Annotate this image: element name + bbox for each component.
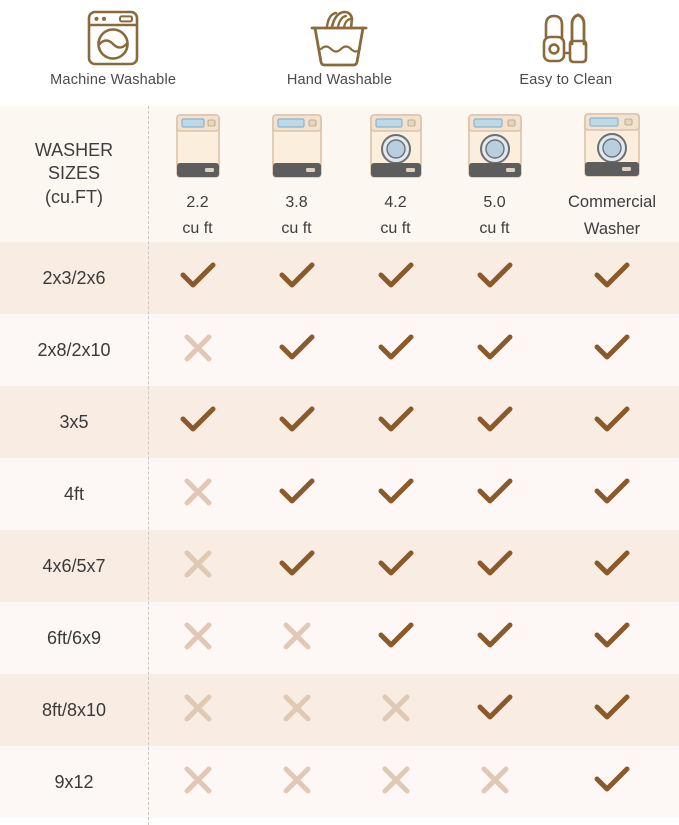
check-icon [378, 550, 414, 578]
check-icon [594, 550, 630, 578]
column-header-commercial [544, 106, 679, 242]
cell-8ft-8x10-2-2 [148, 674, 247, 746]
cell-4ft-commercial [544, 458, 679, 530]
check-icon [594, 766, 630, 794]
check-icon [477, 694, 513, 722]
cell-2x8-2x10-commercial [544, 314, 679, 386]
cell-4x6-5x7-5-0 [445, 530, 544, 602]
cross-icon [183, 333, 213, 363]
cell-3x5-2-2 [148, 386, 247, 458]
cell-2x3-2x6-4-2 [346, 242, 445, 314]
check-icon [279, 334, 315, 362]
front-load-washer-icon [462, 111, 528, 187]
title-line-1: WASHER [34, 139, 114, 160]
cell-8ft-8x10-3-8 [247, 674, 346, 746]
cell-3x5-4-2 [346, 386, 445, 458]
cross-icon [282, 765, 312, 795]
cell-9x12-4-2 [346, 746, 445, 818]
column-caption-line-1: Commercial [567, 193, 656, 212]
cross-icon [183, 765, 213, 795]
care-item-machine-washable [13, 6, 213, 88]
check-icon [378, 478, 414, 506]
column-caption-line-1: 2.2 [186, 194, 209, 211]
care-item-easy-to-clean [466, 6, 666, 88]
check-icon [594, 622, 630, 650]
table-row [0, 458, 679, 530]
check-icon [477, 262, 513, 290]
table-row [0, 530, 679, 602]
front-load-washer-icon [364, 111, 428, 187]
check-icon [378, 406, 414, 434]
cell-2x8-2x10-3-8 [247, 314, 346, 386]
table-row [0, 314, 679, 386]
commercial-washer-icon [576, 110, 648, 186]
cell-6ft-6x9-2-2 [148, 602, 247, 674]
cell-4ft-4-2 [346, 458, 445, 530]
check-icon [594, 262, 630, 290]
cell-4x6-5x7-3-8 [247, 530, 346, 602]
check-icon [477, 622, 513, 650]
table-row [0, 242, 679, 314]
column-header-5-0 [445, 106, 544, 242]
column-header-4-2 [346, 106, 445, 242]
cell-6ft-6x9-commercial [544, 602, 679, 674]
check-icon [279, 478, 315, 506]
cell-3x5-3-8 [247, 386, 346, 458]
cell-6ft-6x9-5-0 [445, 602, 544, 674]
cell-4x6-5x7-4-2 [346, 530, 445, 602]
cross-icon [480, 765, 510, 795]
column-header-2-2 [148, 106, 247, 242]
cell-2x3-2x6-commercial [544, 242, 679, 314]
row-label: 3x5 [0, 386, 148, 458]
column-caption-line-2: Washer [583, 220, 641, 238]
easy-to-clean-vacuum-icon [534, 6, 598, 70]
cross-icon [183, 693, 213, 723]
check-icon [594, 694, 630, 722]
cross-icon [183, 621, 213, 651]
top-load-washer-icon [170, 111, 226, 187]
check-icon [477, 406, 513, 434]
row-label: 9x12 [0, 746, 148, 818]
care-item-label: Easy to Clean [519, 72, 613, 88]
cell-6ft-6x9-3-8 [247, 602, 346, 674]
row-label: 4x6/5x7 [0, 530, 148, 602]
table-row [0, 602, 679, 674]
check-icon [477, 334, 513, 362]
title-line-2: SIZES [47, 163, 100, 184]
check-icon [180, 262, 216, 290]
table-header-row [0, 106, 679, 242]
cell-9x12-5-0 [445, 746, 544, 818]
cell-8ft-8x10-4-2 [346, 674, 445, 746]
table-row [0, 386, 679, 458]
column-caption-line-1: 3.8 [285, 194, 308, 211]
column-caption-line-1: 5.0 [483, 194, 506, 211]
care-item-label: Machine Washable [50, 72, 177, 88]
cell-9x12-3-8 [247, 746, 346, 818]
table-row [0, 674, 679, 746]
column-header-3-8 [247, 106, 346, 242]
column-caption-line-1: 4.2 [384, 194, 407, 211]
cell-8ft-8x10-5-0 [445, 674, 544, 746]
cell-4x6-5x7-commercial [544, 530, 679, 602]
washer-size-table [0, 106, 679, 818]
cell-2x3-2x6-5-0 [445, 242, 544, 314]
cell-3x5-5-0 [445, 386, 544, 458]
table-row [0, 746, 679, 818]
check-icon [594, 334, 630, 362]
cross-icon [282, 693, 312, 723]
check-icon [594, 406, 630, 434]
cell-2x8-2x10-4-2 [346, 314, 445, 386]
column-divider [148, 106, 149, 825]
check-icon [279, 550, 315, 578]
check-icon [594, 478, 630, 506]
check-icon [477, 550, 513, 578]
top-load-washer-icon [266, 111, 328, 187]
hand-washable-icon [304, 6, 374, 70]
check-icon [378, 334, 414, 362]
cell-4ft-5-0 [445, 458, 544, 530]
cross-icon [381, 693, 411, 723]
column-caption-line-2: cu ft [182, 220, 213, 237]
check-icon [477, 478, 513, 506]
cell-4x6-5x7-2-2 [148, 530, 247, 602]
column-caption-line-2: cu ft [281, 220, 312, 237]
cross-icon [381, 765, 411, 795]
title-line-3: (cu.FT) [45, 186, 103, 207]
care-item-label: Hand Washable [286, 72, 393, 88]
row-label: 2x8/2x10 [0, 314, 148, 386]
check-icon [279, 406, 315, 434]
cell-2x3-2x6-3-8 [247, 242, 346, 314]
check-icon [378, 262, 414, 290]
check-icon [180, 406, 216, 434]
cell-3x5-commercial [544, 386, 679, 458]
row-label: 8ft/8x10 [0, 674, 148, 746]
cell-2x8-2x10-5-0 [445, 314, 544, 386]
row-label: 6ft/6x9 [0, 602, 148, 674]
cell-2x8-2x10-2-2 [148, 314, 247, 386]
check-icon [378, 622, 414, 650]
cell-6ft-6x9-4-2 [346, 602, 445, 674]
column-caption-line-2: cu ft [479, 220, 510, 237]
machine-washable-icon [80, 6, 146, 70]
table-corner-title [0, 106, 148, 242]
cross-icon [183, 477, 213, 507]
cell-4ft-3-8 [247, 458, 346, 530]
row-label: 4ft [0, 458, 148, 530]
cross-icon [183, 549, 213, 579]
cross-icon [282, 621, 312, 651]
care-item-hand-washable [239, 6, 439, 88]
care-instructions-band [0, 0, 679, 106]
row-label: 2x3/2x6 [0, 242, 148, 314]
check-icon [279, 262, 315, 290]
cell-2x3-2x6-2-2 [148, 242, 247, 314]
cell-8ft-8x10-commercial [544, 674, 679, 746]
cell-9x12-commercial [544, 746, 679, 818]
cell-4ft-2-2 [148, 458, 247, 530]
cell-9x12-2-2 [148, 746, 247, 818]
column-caption-line-2: cu ft [380, 220, 411, 237]
